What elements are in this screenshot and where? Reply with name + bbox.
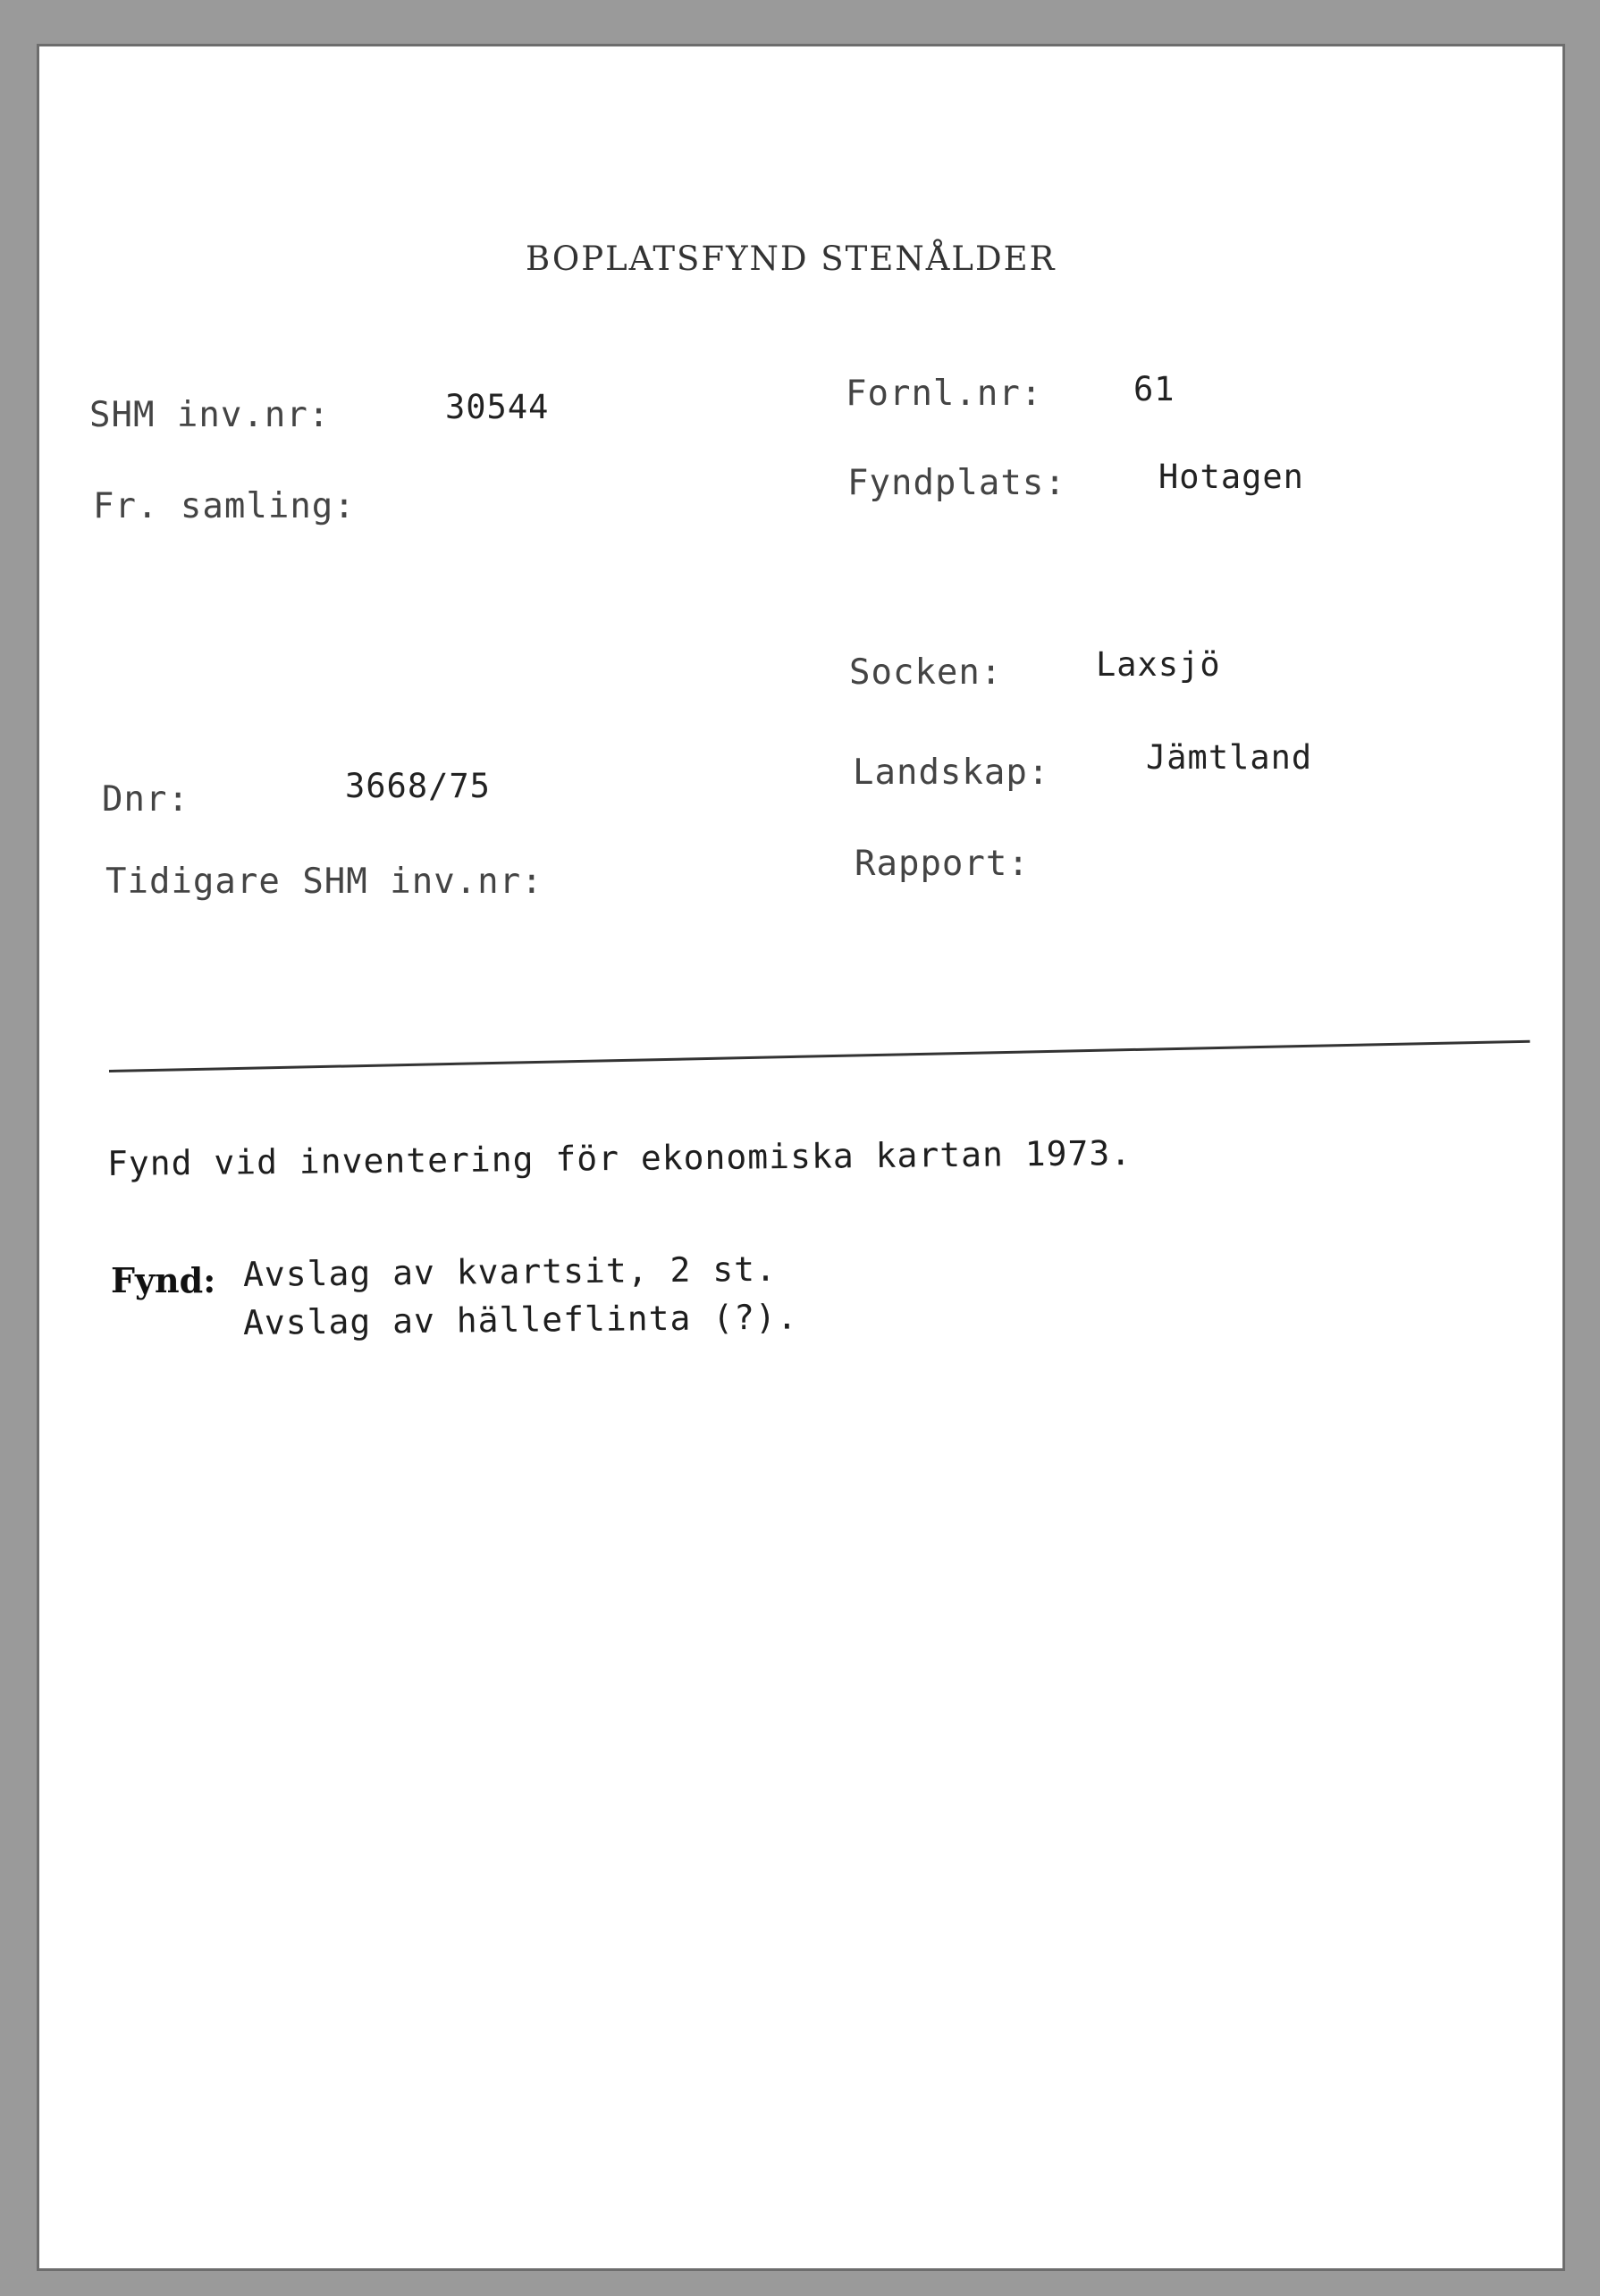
dnr-label: Dnr: [102, 779, 189, 820]
socken-value: Laxsjö [1096, 645, 1221, 684]
shm-inv-value: 30544 [445, 388, 550, 426]
fynd-label: Fynd: [111, 1260, 216, 1300]
card-title: BOPLATSFYND STENÅLDER [526, 240, 1057, 278]
fyndplats-value: Hotagen [1158, 458, 1304, 496]
rapport-label: Rapport: [855, 844, 1030, 884]
dnr-value: 3668/75 [345, 767, 491, 805]
notes-intro: Fynd vid inventering för ekonomiska kartan 1973. [106, 1132, 1133, 1183]
landskap-value: Jämtland [1146, 738, 1313, 777]
fynd-line-2: Avslag av hälleflinta (?). [242, 1297, 799, 1342]
fynd-line-1: Avslag av kvartsit, 2 st. [242, 1249, 778, 1294]
tidigare-label: Tidigare SHM inv.nr: [105, 862, 543, 902]
fornl-value: 61 [1133, 370, 1175, 408]
fyndplats-label: Fyndplats: [847, 463, 1066, 503]
fr-samling-label: Fr. samling: [93, 486, 356, 526]
landskap-label: Landskap: [853, 753, 1050, 793]
shm-inv-label: SHM inv.nr: [89, 395, 331, 435]
fornl-label: Fornl.nr: [846, 374, 1043, 414]
socken-label: Socken: [849, 652, 1003, 693]
